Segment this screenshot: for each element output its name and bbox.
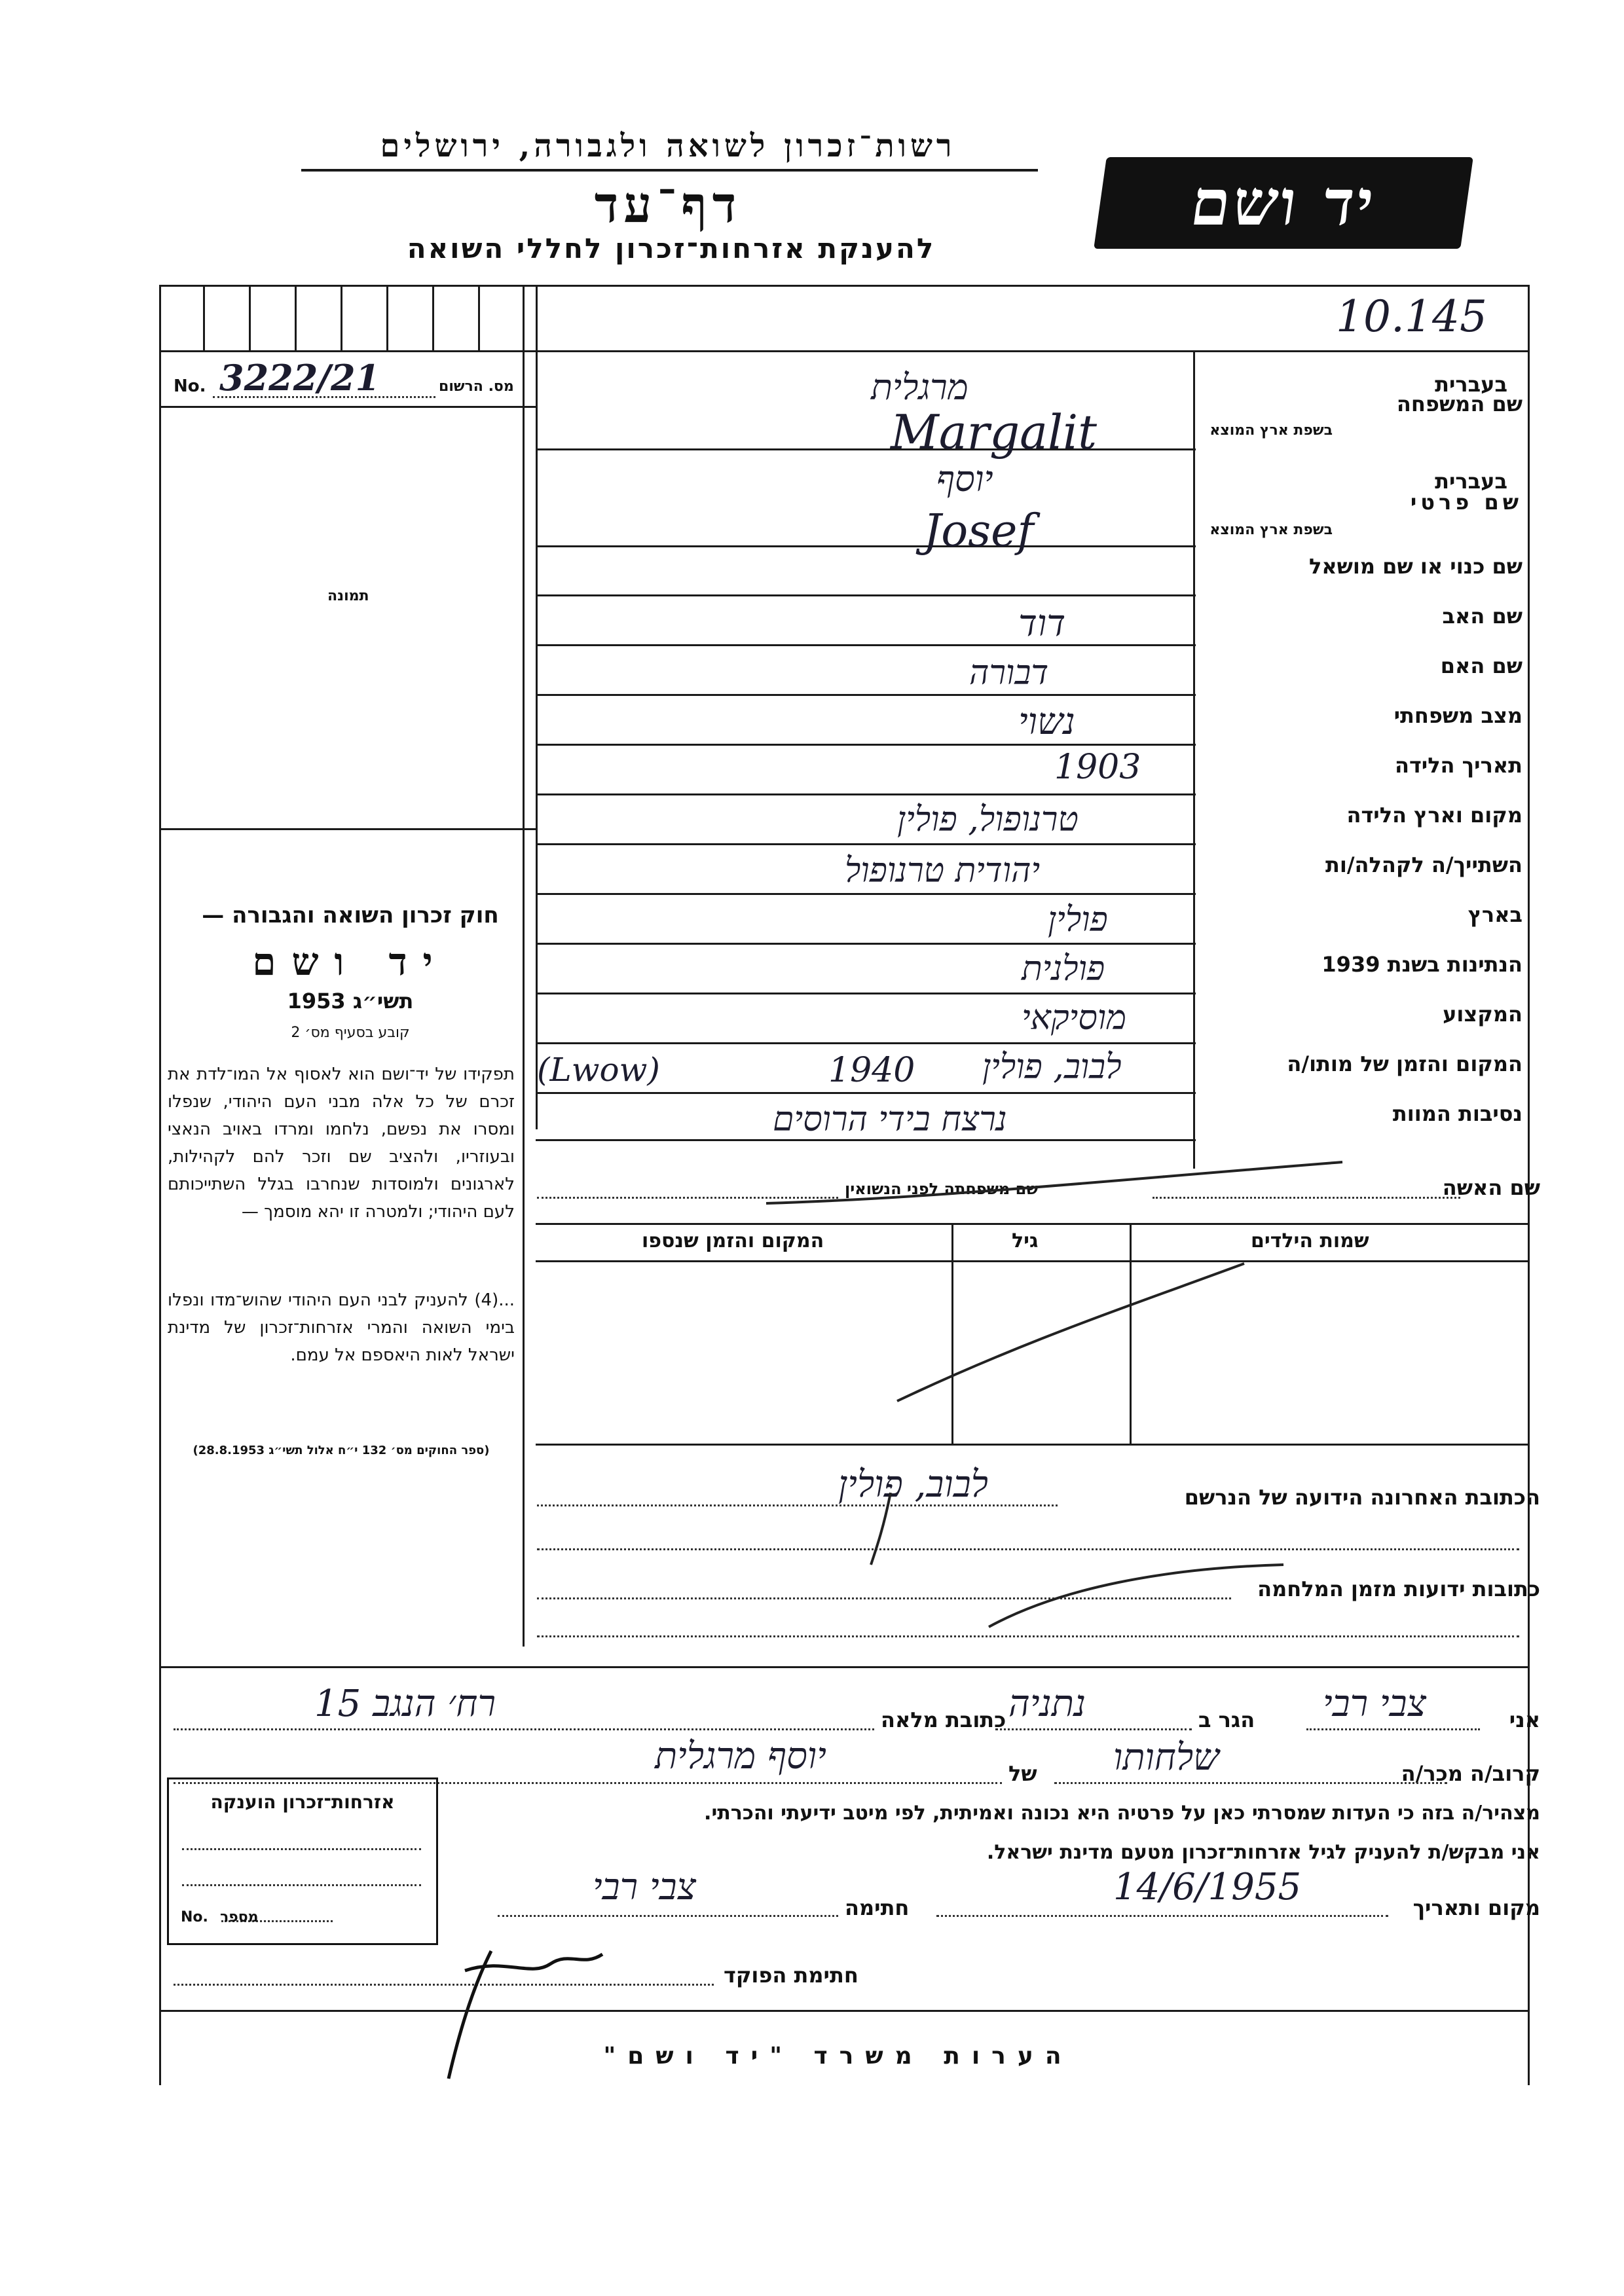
law-title: חוק זכרון השואה והגבורה — — [202, 902, 499, 928]
law-paragraph-1: תפקידו של יד־ושם הוא לאסוף אל המו־לדת את זכרם של כל אלה מבני העם היהודי, שנפלו ומסרו את נפשם, נלחמו ומרדו באויב הנאצי ובעוזריו, ולהציב שם וזכר להם לקהילות, לארגונים ולמוסדות שנחרבו בגלל השתייכותם לעם היהודי; ולמטרה זו יהא מוסמך — — [168, 1065, 515, 1222]
row-line — [536, 943, 1196, 945]
decl-line — [174, 1728, 874, 1730]
authority-title: רשות־זכרון לשואה ולגבורה, ירושלים — [380, 128, 956, 164]
law-paragraph-2: ...(4) להעניק לבני העם היהודי שהוש־מדו ונפלו בימי השואה והמרי אזרחות־זכרון של מדינת ישראל לאות היאספם אל עמם. — [168, 1290, 515, 1365]
label-birth-place: מקום וארץ הלידה — [1346, 803, 1522, 828]
reg-row-bottom — [159, 350, 538, 352]
form-subtitle: להענקת אזרחות־זכרון לחללי השואה — [407, 232, 936, 264]
label-surname: שם המשפחה — [1396, 392, 1522, 416]
value-city: נתניה — [1008, 1683, 1086, 1725]
value-death-circumstances: נרצח בידי הרוסים — [773, 1100, 1007, 1139]
label-wife-maiden: שם משפחתה לפני הנשואין — [845, 1180, 1039, 1198]
address-stroke — [851, 1486, 917, 1571]
photo-bottom — [159, 828, 538, 830]
value-last-address: לבוב, פולין — [838, 1463, 988, 1506]
reg-number-line — [213, 396, 435, 398]
label-father: שם האב — [1442, 604, 1522, 629]
label-death-place: המקום והזמן של מותו/ה — [1287, 1051, 1522, 1076]
law-year: תשי״ג 1953 — [287, 989, 414, 1013]
label-death-circumstances: נסיבות המוות — [1392, 1101, 1522, 1126]
divider-left-panel — [523, 285, 525, 1647]
value-birth-year: 1903 — [1054, 748, 1141, 787]
value-signature: צבי רבי — [593, 1866, 696, 1908]
decl-line — [1054, 1782, 1447, 1784]
label-mother: שם האם — [1440, 653, 1522, 678]
value-death-year: 1940 — [828, 1051, 915, 1090]
value-first-hebrew: יוסף — [936, 458, 993, 500]
yad-vashem-logo — [1094, 157, 1473, 249]
form-title: דף־עד — [594, 175, 742, 234]
value-surname-hebrew: מרגלית — [871, 367, 969, 408]
label-i: אני — [1509, 1707, 1540, 1732]
col-place-time: המקום והזמן שנספו — [642, 1230, 824, 1252]
row-line — [536, 893, 1196, 895]
label-relation: קרוב/ה מכר/ה — [1401, 1761, 1540, 1786]
no-prefix: No. — [174, 376, 206, 396]
label-place-date: מקום ותאריך — [1412, 1895, 1540, 1920]
label-resident: הגר ב — [1198, 1707, 1255, 1732]
registration-number: 3222/21 — [219, 357, 380, 399]
cert-line — [182, 1884, 421, 1886]
decl-line — [936, 1915, 1388, 1917]
label-of: של — [1008, 1761, 1037, 1786]
row-line — [536, 644, 1196, 646]
reg-box-divider — [203, 285, 205, 350]
certificate-box — [167, 1777, 438, 1945]
row-line — [536, 843, 1196, 845]
label-officer-signature: חתימת הפוקד — [724, 1963, 858, 1988]
reg-label-line — [159, 406, 538, 408]
col-children-names: שמות הילדים — [1251, 1230, 1369, 1252]
cert-line — [182, 1848, 421, 1850]
value-community: יהודית טרנופול — [845, 851, 1041, 890]
divider-labels — [1193, 350, 1195, 1169]
law-citation: (ספר החוקים מס׳ 132 י״ח אלול תשי״ג 28.8.1953) — [193, 1444, 490, 1457]
label-first-name: שם פרטי — [1410, 490, 1522, 515]
children-strike — [891, 1257, 1257, 1408]
label-marital: מצב משפחתי — [1393, 703, 1522, 728]
reg-box-divider — [295, 285, 297, 350]
value-address: רח׳ הנגב 15 — [314, 1683, 496, 1725]
row-line — [536, 545, 1196, 547]
label-origin-1: בשפת ארץ המוצא — [1209, 422, 1333, 439]
logo-text: יד ושם — [1186, 166, 1381, 240]
value-death-latin: (Lwow) — [537, 1051, 660, 1089]
divider-main — [536, 285, 538, 1129]
label-hebrew-2: בעברית — [1435, 469, 1507, 494]
value-relation-person: יוסף מרגלית — [655, 1735, 826, 1777]
remarks-divider — [159, 2010, 1529, 2012]
row-line — [536, 1042, 1196, 1044]
children-top — [536, 1223, 1528, 1225]
value-country: פולין — [1048, 900, 1108, 939]
value-witness-name: צבי רבי — [1323, 1683, 1426, 1725]
row-line — [536, 1092, 1196, 1094]
value-date: 14/6/1955 — [1113, 1866, 1302, 1908]
cert-number-label: מספר — [220, 1909, 259, 1925]
certificate-title: אזרחות־זכרון הוענקה — [210, 1791, 395, 1813]
label-wife: שם האשה — [1442, 1175, 1540, 1200]
label-birth-date: תאריך הלידה — [1394, 753, 1522, 778]
label-full-address: כתובת מלאה — [881, 1707, 1006, 1732]
label-origin-2: בשפת ארץ המוצא — [1209, 522, 1333, 538]
value-death-place: לבוב, פולין — [982, 1048, 1122, 1087]
value-profession: מוסיקאי — [1022, 998, 1127, 1038]
col-age: גיל — [1012, 1230, 1039, 1252]
cert-no-prefix: No. — [181, 1909, 208, 1925]
value-marital: נשוי — [1018, 701, 1075, 743]
law-name: יד ושם — [252, 939, 449, 984]
wartime-strike — [982, 1561, 1290, 1633]
statement-2: אני מבקש/ת להעניק לגיל אזרחות־זכרון מטעם מדינת ישראל. — [986, 1841, 1540, 1864]
label-profession: המקצוע — [1443, 1002, 1522, 1027]
wife-strike — [753, 1152, 1356, 1211]
label-hebrew-1: בעברית — [1435, 372, 1507, 397]
label-community: השתייך/ה לקהלה/ות — [1325, 852, 1522, 877]
label-citizenship: הנתינות בשנת 1939 — [1321, 952, 1522, 977]
frame-left — [159, 285, 161, 2085]
value-first-origin: Josef — [923, 505, 1034, 557]
value-citizenship: פולנית — [1022, 949, 1105, 989]
statement-1: מצהיר/ה בזה כי העדות שמסרתי כאן על פרטיה היא נכונה ואמיתית, לפי מיטב ידיעתי והכרתי. — [704, 1802, 1540, 1825]
decl-line — [498, 1915, 838, 1917]
row-line — [536, 694, 1196, 696]
footer-remarks: הערות משרד "יד ושם" — [603, 2043, 1073, 2069]
reg-box-divider — [432, 285, 434, 350]
label-nickname: שם כנוי או שם מושאל — [1308, 554, 1522, 579]
label-last-address: הכתובת האחרונה הידועה של הנרשם — [1184, 1485, 1540, 1510]
decl-line — [1306, 1728, 1480, 1730]
address-line — [537, 1548, 1519, 1550]
label-country: בארץ — [1467, 902, 1522, 927]
wartime-line — [537, 1635, 1519, 1637]
photo-label: תמונה — [327, 588, 369, 604]
value-relation: שלחותו — [1113, 1736, 1219, 1779]
row-line — [536, 993, 1196, 994]
frame-top — [159, 285, 1529, 287]
row-line — [536, 744, 1196, 746]
reg-box-divider — [341, 285, 342, 350]
value-birth-place: טרנופול, פולין — [897, 800, 1079, 839]
law-clause: קובע בסעיף מס׳ 2 — [291, 1025, 410, 1041]
reg-box-divider — [249, 285, 251, 350]
value-surname-origin: Margalit — [891, 405, 1098, 460]
authority-underline — [301, 169, 1038, 172]
row-line — [536, 350, 1528, 352]
reg-box-divider — [386, 285, 388, 350]
row-line — [536, 1139, 1196, 1141]
reg-box-divider — [478, 285, 480, 350]
value-father: דוד — [1018, 602, 1066, 645]
decl-line — [995, 1728, 1192, 1730]
value-mother: דבורה — [969, 653, 1049, 693]
children-bottom — [536, 1444, 1528, 1446]
row-line — [536, 793, 1196, 795]
section-divider — [159, 1666, 1529, 1668]
row-line — [536, 594, 1196, 596]
registration-label: מס. הרשום — [439, 378, 514, 395]
file-number: 10.145 — [1336, 291, 1487, 342]
label-signature: חתימה — [845, 1895, 910, 1920]
label-wartime-addresses: כתובות ידועות מזמן המלחמה — [1257, 1576, 1540, 1601]
